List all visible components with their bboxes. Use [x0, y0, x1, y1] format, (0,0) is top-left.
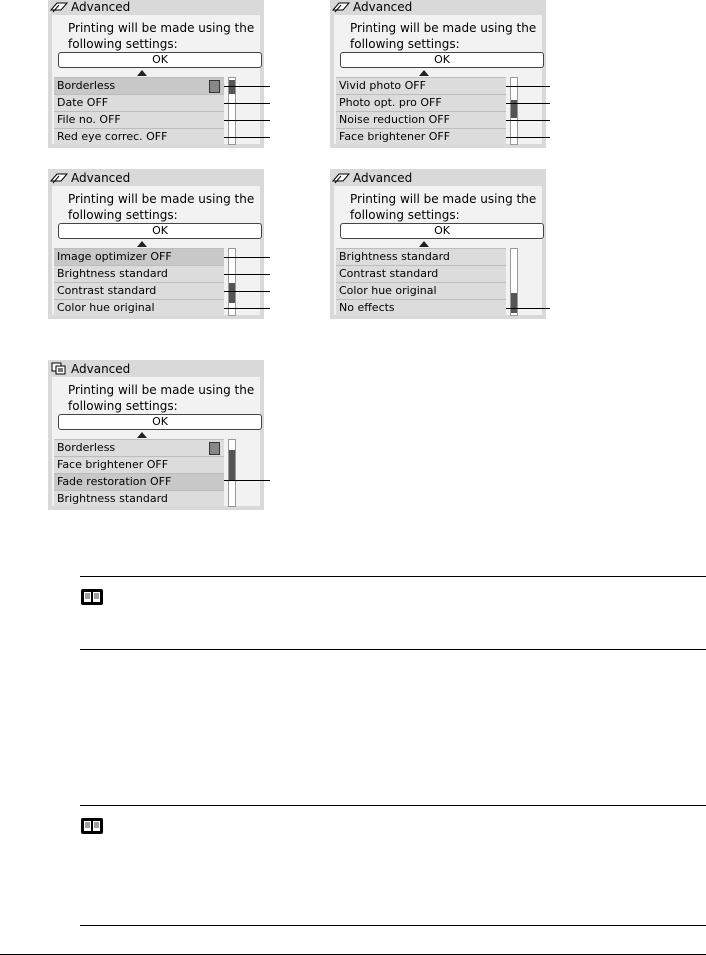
list-item[interactable]: Brightness standard — [54, 265, 224, 282]
scrollbar[interactable] — [510, 248, 518, 316]
list-item[interactable]: Image optimizer OFF — [54, 248, 224, 265]
ok-button[interactable]: OK — [58, 223, 262, 239]
list-item[interactable]: No effects — [336, 299, 506, 316]
list-item[interactable]: Borderless — [54, 77, 224, 94]
callout-line — [224, 137, 270, 138]
screen-title: Advanced — [353, 0, 413, 14]
list-item[interactable]: Fade restoration OFF — [54, 473, 224, 490]
note-bottom-rule — [80, 649, 706, 650]
settings-list — [336, 77, 506, 145]
callout-line — [224, 120, 270, 121]
screen-header — [330, 169, 546, 186]
scroll-up-arrow-icon[interactable] — [137, 70, 147, 76]
ok-button[interactable]: OK — [340, 52, 544, 68]
paper-sheets-icon — [332, 171, 350, 185]
scrollbar[interactable] — [228, 77, 236, 145]
note-top-rule — [80, 576, 706, 577]
settings-panel — [52, 186, 260, 315]
list-item[interactable]: Date OFF — [54, 94, 224, 111]
list-item[interactable]: Brightness standard — [336, 248, 506, 265]
scroll-up-arrow-icon[interactable] — [137, 241, 147, 247]
scrollbar[interactable] — [510, 77, 518, 145]
scroll-up-arrow-icon[interactable] — [419, 70, 429, 76]
list-item[interactable]: Contrast standard — [336, 265, 506, 282]
scrollbar-thumb[interactable] — [511, 293, 517, 313]
screen-title: Advanced — [71, 361, 131, 376]
ok-button[interactable]: OK — [340, 223, 544, 239]
screen-header — [48, 0, 264, 15]
open-book-note-icon — [80, 817, 104, 835]
callout-line — [224, 103, 270, 104]
settings-panel — [52, 15, 260, 144]
settings-message: Printing will be made using the following settings: — [68, 383, 255, 413]
scrollbar[interactable] — [228, 248, 236, 316]
paper-sheets-icon — [332, 0, 350, 14]
note-top-rule — [80, 805, 706, 806]
settings-message: Printing will be made using the following settings: — [350, 192, 537, 222]
list-item[interactable]: Photo opt. pro OFF — [336, 94, 506, 111]
screen-header — [48, 360, 264, 377]
settings-list — [54, 248, 224, 316]
settings-message: Printing will be made using the following settings: — [350, 21, 537, 51]
list-item[interactable]: File no. OFF — [54, 111, 224, 128]
scrollbar-thumb[interactable] — [229, 450, 235, 480]
callout-line — [506, 86, 550, 87]
list-item[interactable]: Color hue original — [336, 282, 506, 299]
list-item[interactable]: Face brightener OFF — [336, 128, 506, 145]
settings-list — [336, 248, 506, 316]
borderless-icon — [209, 80, 220, 93]
note-bottom-rule — [80, 925, 706, 926]
screen-header — [330, 0, 546, 15]
screen-advanced-4 — [330, 169, 546, 319]
ok-button[interactable]: OK — [58, 52, 262, 68]
screen-title: Advanced — [353, 170, 413, 185]
settings-list — [54, 439, 224, 507]
callout-line — [506, 137, 550, 138]
screen-title: Advanced — [71, 170, 131, 185]
callout-line — [506, 308, 550, 309]
scroll-up-arrow-icon[interactable] — [137, 432, 147, 438]
callout-line — [224, 274, 270, 275]
callout-line — [224, 308, 270, 309]
callout-line — [224, 257, 270, 258]
list-item[interactable]: Noise reduction OFF — [336, 111, 506, 128]
ok-button[interactable]: OK — [58, 414, 262, 430]
settings-message: Printing will be made using the following settings: — [68, 192, 255, 222]
scrollbar-thumb[interactable] — [229, 80, 235, 94]
settings-panel — [334, 186, 542, 315]
scrollbar-thumb[interactable] — [229, 283, 235, 303]
callout-line — [506, 103, 550, 104]
list-item[interactable]: Borderless — [54, 439, 224, 456]
screen-advanced-2 — [330, 0, 546, 148]
list-item[interactable]: Face brightener OFF — [54, 456, 224, 473]
settings-message: Printing will be made using the following settings: — [68, 21, 255, 51]
callout-line — [506, 120, 550, 121]
callout-line — [224, 480, 270, 481]
scroll-up-arrow-icon[interactable] — [419, 241, 429, 247]
settings-panel — [52, 377, 260, 506]
open-book-note-icon — [80, 588, 104, 606]
list-item[interactable]: Color hue original — [54, 299, 224, 316]
settings-panel — [334, 15, 542, 144]
callout-line — [224, 291, 270, 292]
paper-sheets-icon — [50, 0, 68, 14]
screen-advanced-5 — [48, 360, 264, 510]
paper-sheets-icon — [50, 171, 68, 185]
list-item[interactable]: Vivid photo OFF — [336, 77, 506, 94]
photo-index-icon — [50, 362, 68, 376]
screen-advanced-1 — [48, 0, 264, 148]
borderless-icon — [209, 442, 220, 455]
list-item[interactable]: Red eye correc. OFF — [54, 128, 224, 145]
list-item[interactable]: Contrast standard — [54, 282, 224, 299]
screen-title: Advanced — [71, 0, 131, 14]
list-item[interactable]: Brightness standard — [54, 490, 224, 507]
screen-advanced-3 — [48, 169, 264, 319]
callout-line — [224, 86, 270, 87]
screen-header — [48, 169, 264, 186]
scrollbar[interactable] — [228, 439, 236, 507]
settings-list — [54, 77, 224, 145]
